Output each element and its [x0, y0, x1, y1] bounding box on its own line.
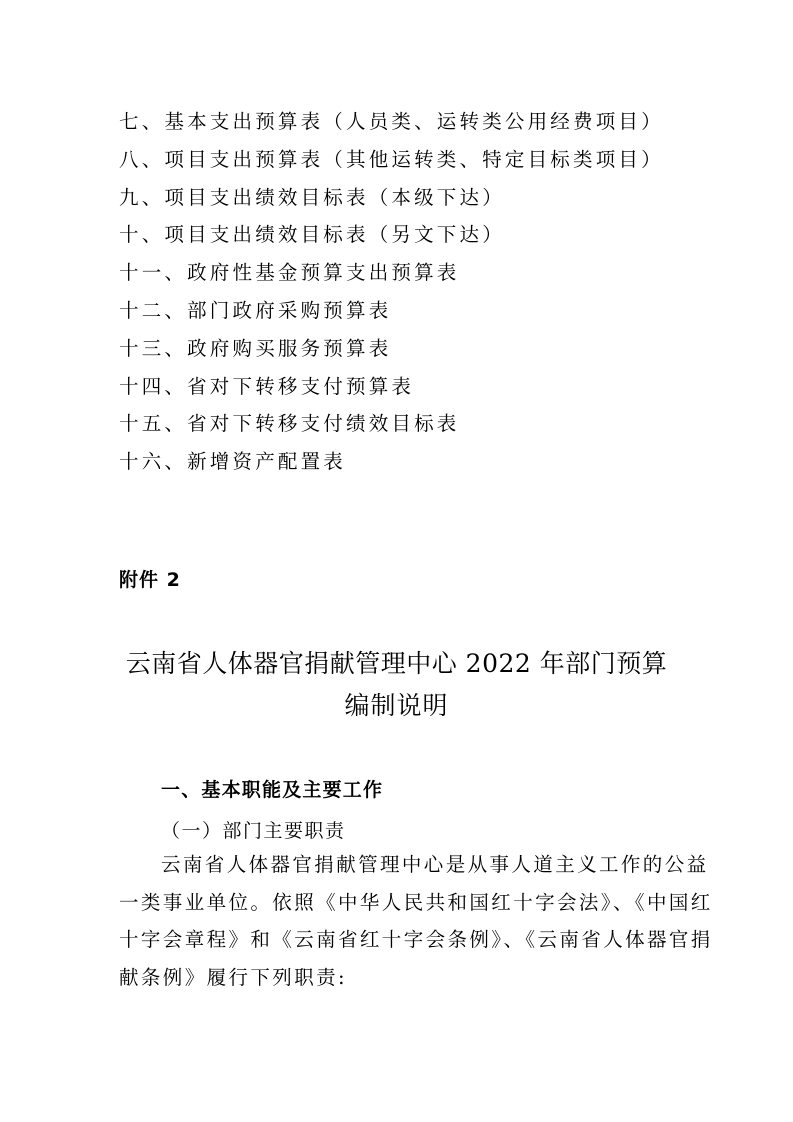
subsection-heading: （一）部门主要职责 [161, 820, 346, 842]
toc-item: 十六、新增资产配置表 [119, 450, 347, 474]
toc-item: 八、项目支出预算表（其他运转类、特定目标类项目） [119, 147, 664, 171]
toc-item: 十、项目支出绩效目标表（另文下达） [119, 223, 505, 247]
section-heading: 一、基本职能及主要工作 [161, 779, 384, 801]
toc-item: 十一、政府性基金预算支出预算表 [119, 261, 460, 285]
table-of-contents-list [119, 103, 664, 481]
toc-item: 十三、政府购买服务预算表 [119, 336, 392, 360]
document-title-line-1: 云南省人体器官捐献管理中心 2022 年部门预算 [125, 649, 668, 678]
body-paragraph [119, 846, 713, 996]
toc-item: 十四、省对下转移支付预算表 [119, 374, 415, 398]
toc-item: 十二、部门政府采购预算表 [119, 298, 392, 322]
paragraph-line: 云南省人体器官捐献管理中心是从事人道主义工作的公益 [161, 853, 709, 876]
paragraph-line: 一类事业单位。依照《中华人民共和国红十字会法》、《中国红 [119, 890, 713, 914]
attachment-label: 附件 2 [119, 569, 181, 591]
toc-item: 七、基本支出预算表（人员类、运转类公用经费项目） [119, 110, 664, 133]
paragraph-line: 十字会章程》和《云南省红十字会条例》、《云南省人体器官捐 [119, 928, 713, 951]
paragraph-line: 献条例》履行下列职责: [119, 965, 347, 989]
toc-item: 九、项目支出绩效目标表（本级下达） [119, 185, 505, 209]
document-title-line-2: 编制说明 [344, 691, 449, 720]
toc-item: 十五、省对下转移支付绩效目标表 [119, 412, 460, 436]
